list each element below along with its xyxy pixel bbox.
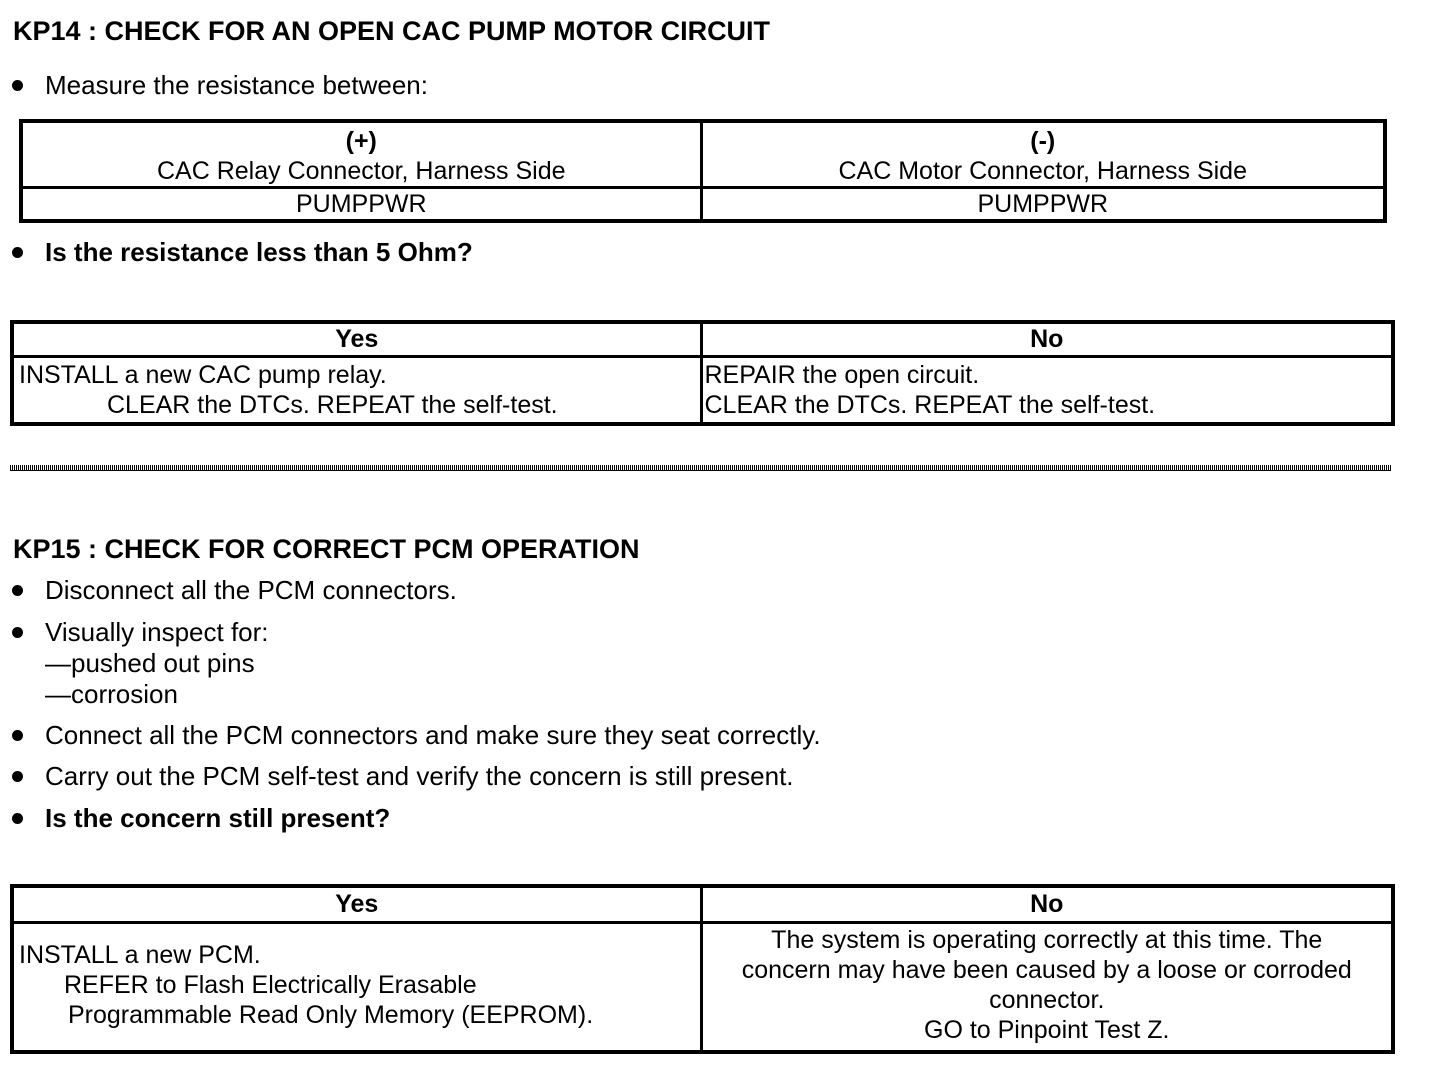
yes-line-2: CLEAR the DTCs. REPEAT the self-test. [107,391,558,420]
yes-header: Yes [12,886,701,922]
section-divider [10,465,1391,471]
inspect-item-pins: —pushed out pins [45,648,255,678]
no-header: No [701,322,1393,357]
yes-line-1: INSTALL a new CAC pump relay. [19,361,387,390]
measure-header-negative [701,121,1385,188]
no-line-1: The system is operating correctly at this time. The [771,925,1323,954]
yes-line-3: Programmable Read Only Memory (EEPROM). [68,1000,594,1029]
measure-value-negative: PUMPPWR [701,188,1385,222]
bullet-text: Disconnect all the PCM connectors. [45,575,457,605]
bullet-icon [12,247,23,258]
negative-label: CAC Motor Connector, Harness Side [838,157,1247,185]
yes-cell [12,922,701,1052]
bullet-icon [12,627,23,638]
no-line-3: connector. [989,985,1105,1014]
kp15-title: KP15 : CHECK FOR CORRECT PCM OPERATION [13,534,640,564]
question-text: Is the concern still present? [45,803,391,833]
yes-line-2: REFER to Flash Electrically Erasable [64,970,477,999]
question-text: Is the resistance less than 5 Ohm? [45,237,473,267]
kp14-title: KP14 : CHECK FOR AN OPEN CAC PUMP MOTOR CIRCUIT [13,16,771,46]
no-line-2: CLEAR the DTCs. REPEAT the self-test. [704,391,1156,420]
no-cell [701,922,1393,1052]
yes-cell [12,357,701,424]
inspect-item-corrosion: —corrosion [45,679,178,709]
kp14-measure-table [19,119,1387,223]
bullet-icon [12,813,23,824]
bullet-text: Carry out the PCM self-test and verify the concern is still present. [45,761,794,791]
no-line-2: concern may have been caused by a loose or corroded [741,955,1352,984]
bullet-text: Measure the resistance between: [45,70,428,100]
measure-header-positive [21,121,701,188]
kp15-result-table [10,884,1395,1054]
yes-line-1: INSTALL a new PCM. [19,940,261,969]
bullet-icon [12,771,23,782]
bullet-icon [12,585,23,596]
bullet-text: Visually inspect for: [45,617,269,647]
positive-sign: (+) [345,127,377,155]
no-line-4: GO to Pinpoint Test Z. [924,1015,1170,1044]
bullet-icon [12,730,23,741]
no-line-1: REPAIR the open circuit. [704,361,980,390]
no-cell [701,357,1393,424]
kp14-result-table [10,320,1395,426]
positive-label: CAC Relay Connector, Harness Side [156,157,566,185]
measure-value-positive: PUMPPWR [21,188,701,222]
bullet-text: Connect all the PCM connectors and make sure they seat correctly. [45,720,821,750]
yes-header: Yes [12,322,701,357]
bullet-icon [12,80,23,91]
no-header: No [701,886,1393,922]
negative-sign: (-) [1030,127,1056,155]
